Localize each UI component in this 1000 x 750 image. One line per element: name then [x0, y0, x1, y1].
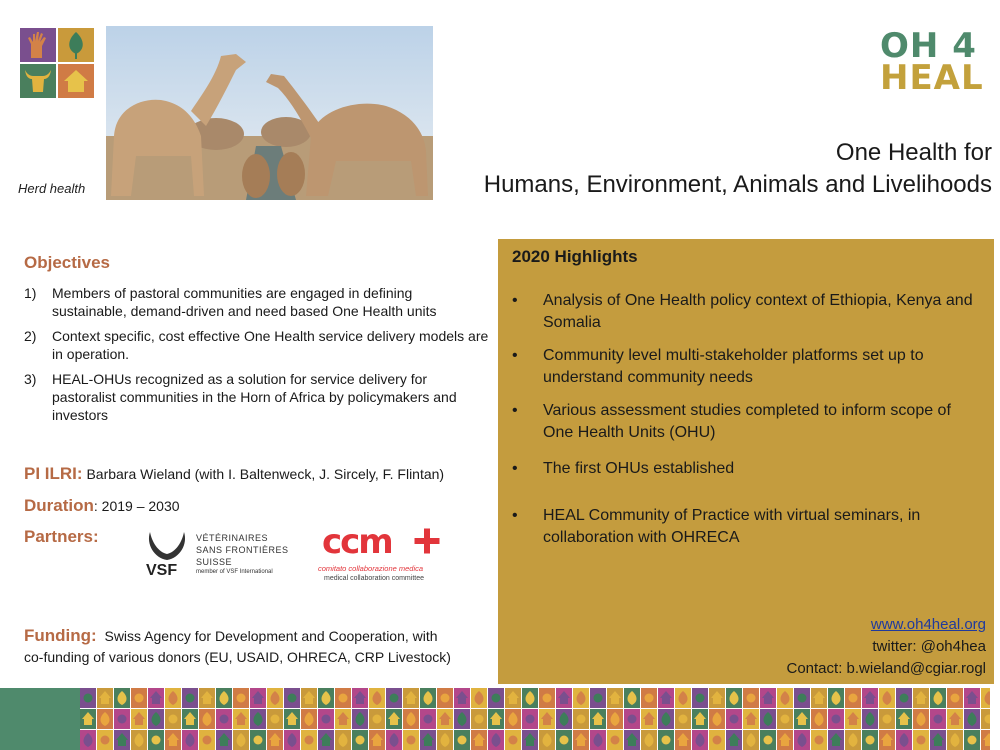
funding-line-2: co-funding of various donors (EU, USAID, OHRECA, CRP Livestock)	[24, 649, 451, 665]
contact-email: Contact: b.wieland@cgiar.rogl	[786, 660, 986, 677]
brand-line-2: HEAL	[880, 58, 984, 99]
leaf-icon	[58, 28, 94, 62]
list-item	[512, 290, 982, 334]
brand-line-1: OH 4	[880, 26, 977, 66]
pattern-strip	[80, 688, 990, 750]
contact-block	[787, 614, 987, 680]
list-item	[512, 505, 982, 549]
title-line-2: Humans, Environment, Animals and Livelihoods	[483, 171, 992, 198]
bullet-icon: •	[512, 347, 518, 364]
ccm-logo	[318, 522, 458, 582]
vsf-text	[196, 532, 289, 577]
funding-label: Funding:	[24, 626, 97, 645]
duration-line	[24, 496, 180, 516]
photo-caption: Herd health	[18, 181, 86, 196]
ccm-abbr: ccm	[322, 522, 392, 562]
duration-value: : 2019 – 2030	[93, 498, 180, 514]
partners-label: Partners:	[24, 527, 99, 546]
ccm-line-2: medical collaboration committee	[324, 575, 424, 582]
vsf-emblem-icon	[146, 530, 188, 562]
footer-green-block	[0, 688, 80, 750]
pi-value: Barbara Wieland (with I. Baltenweck, J. Sircely, F. Flintan)	[86, 466, 445, 482]
pi-line	[24, 464, 444, 484]
house-icon	[58, 64, 94, 98]
duration-label: Duration	[24, 496, 94, 515]
highlights-list	[512, 290, 982, 560]
hand-icon	[20, 28, 56, 62]
bullet-icon: •	[512, 292, 518, 309]
objectives-list	[24, 284, 489, 431]
item-number: 2)	[24, 328, 37, 344]
highlight-text: HEAL Community of Practice with virtual seminars, in collaboration with OHRECA	[543, 507, 921, 546]
funding-line-1: Swiss Agency for Development and Cooperation, with	[104, 628, 438, 644]
oh4heal-icon-logo	[20, 28, 94, 98]
highlight-text: Community level multi-stakeholder platforms set up to understand community needs	[543, 347, 924, 386]
cow-head-icon	[20, 64, 56, 98]
highlight-text: Analysis of One Health policy context of Ethiopia, Kenya and Somalia	[543, 292, 973, 331]
twitter-handle: twitter: @oh4hea	[872, 638, 986, 655]
bullet-icon: •	[512, 402, 518, 419]
highlights-title: 2020 Highlights	[512, 247, 638, 266]
list-item	[24, 327, 489, 363]
vsf-logo	[146, 530, 306, 582]
page-title	[484, 137, 992, 201]
list-item	[24, 370, 489, 424]
funding-block	[24, 625, 494, 668]
item-number: 3)	[24, 371, 37, 387]
website-link[interactable]: www.oh4heal.org	[870, 616, 986, 633]
vsf-line-1: VÉTÉRINAIRES	[196, 533, 269, 543]
highlight-text: Various assessment studies completed to inform scope of One Health Units (OHU)	[543, 402, 951, 441]
objectives-heading: Objectives	[24, 253, 110, 272]
vsf-sub: member of VSF International	[196, 569, 273, 575]
list-item	[24, 284, 489, 320]
ccm-line-1: comitato collaborazione medica	[318, 564, 424, 573]
camel-photo	[106, 26, 433, 200]
oh4heal-wordmark	[880, 26, 990, 99]
partners-line	[24, 527, 99, 547]
pi-label: PI ILRI:	[24, 464, 83, 483]
item-text: HEAL-OHUs recognized as a solution for service delivery for pastoralist communities in the Horn of Africa by policymakers and investors	[52, 371, 457, 423]
list-item	[512, 400, 982, 444]
list-item	[512, 345, 982, 389]
item-text: Members of pastoral communities are engaged in defining sustainable, demand-driven and need based One Health units	[52, 285, 437, 319]
bullet-icon: •	[512, 507, 518, 524]
vsf-abbr: VSF	[146, 562, 178, 579]
cross-icon	[414, 528, 440, 554]
item-text: Context specific, cost effective One Health service delivery models are in operation.	[52, 328, 489, 362]
item-number: 1)	[24, 285, 37, 301]
bullet-icon: •	[512, 460, 518, 477]
highlight-text: The first OHUs established	[543, 460, 735, 477]
list-item	[512, 458, 982, 480]
vsf-line-3: SUISSE	[196, 557, 233, 567]
title-line-1: One Health for	[835, 139, 992, 166]
vsf-line-2: SANS FRONTIÈRES	[196, 545, 289, 555]
